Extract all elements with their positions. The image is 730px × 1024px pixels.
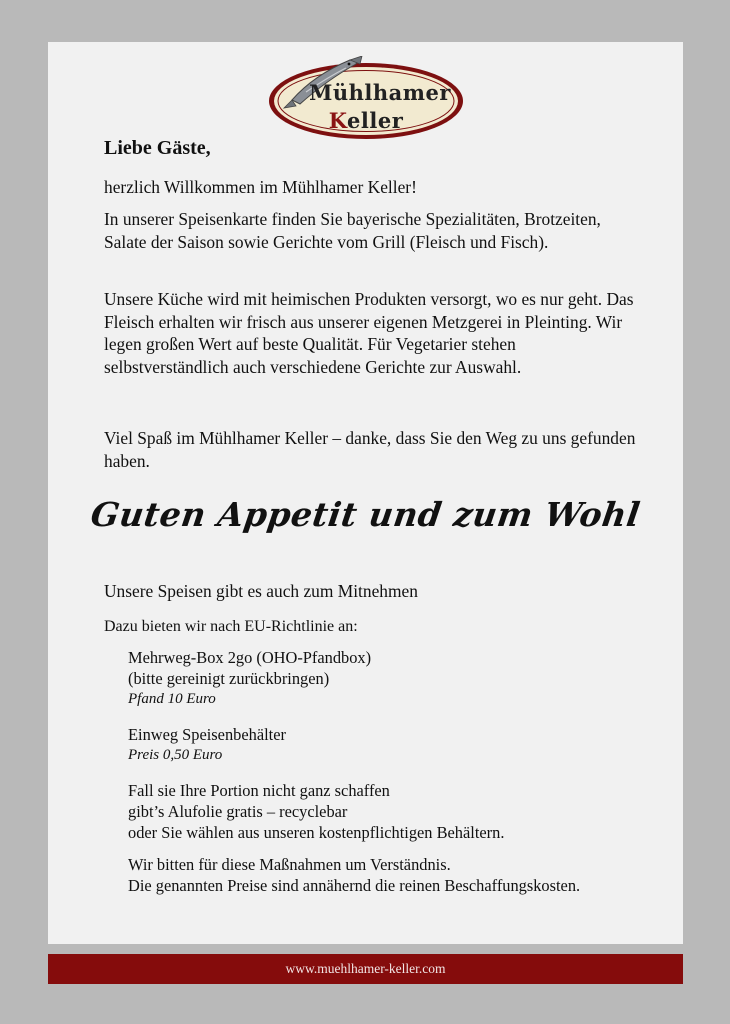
- option-price: Pfand 10 Euro: [128, 691, 216, 707]
- logo-text: [266, 56, 466, 142]
- option-line: oder Sie wählen aus unseren kostenpflichtigen Behältern.: [128, 823, 505, 842]
- option-title: Mehrweg-Box 2go (OHO-Pfandbox): [128, 648, 372, 667]
- footer-bar: [48, 954, 683, 984]
- takeaway-title: Unsere Speisen gibt es auch zum Mitnehmen: [104, 581, 418, 601]
- option-price: Preis 0,50 Euro: [128, 747, 223, 763]
- menu-info-paragraph: In unserer Speisenkarte finden Sie bayerische Spezialitäten, Brotzeiten, Salate der Saison sowie Gerichte vom Grill (Fleisch und Fisch).: [104, 209, 601, 252]
- takeaway-option-disposable: [128, 724, 648, 766]
- note-line: Wir bitten für diese Maßnahmen um Verständnis.: [128, 855, 451, 874]
- greeting-heading: Liebe Gäste,: [104, 137, 211, 159]
- logo-name-line2: eller: [347, 108, 404, 133]
- signature-greeting: Guten Appetit und zum Wohl: [88, 495, 643, 534]
- takeaway-note: [128, 854, 648, 896]
- logo-name-line1: Mühlhamer: [309, 80, 451, 105]
- takeaway-intro: Dazu bieten wir nach EU-Richtlinie an:: [104, 618, 358, 635]
- restaurant-logo: [266, 56, 466, 142]
- option-line: gibt’s Alufolie gratis – recyclebar: [128, 802, 348, 821]
- website-url[interactable]: www.muehlhamer-keller.com: [285, 961, 446, 976]
- closing-paragraph: Viel Spaß im Mühlhamer Keller – danke, dass Sie den Weg zu uns gefunden haben.: [104, 428, 636, 471]
- option-title: Einweg Speisenbehälter: [128, 725, 286, 744]
- takeaway-option-reusable-box: [128, 647, 648, 710]
- kitchen-info-paragraph: Unsere Küche wird mit heimischen Produkten versorgt, wo es nur geht. Das Fleisch erhalten wir frisch aus unserer eigenen Metzgerei in Pleinting. Wir legen großen Wert auf beste Qualität. Für Vegetarier stehen selbstverständlich auch verschiedene Gerichte zur Auswahl.: [104, 289, 634, 377]
- logo-name-initial: K: [328, 108, 348, 133]
- takeaway-option-foil: [128, 780, 648, 843]
- welcome-text: herzlich Willkommen im Mühlhamer Keller!: [104, 177, 417, 197]
- option-note: (bitte gereinigt zurückbringen): [128, 669, 330, 688]
- option-line: Fall sie Ihre Portion nicht ganz schaffen: [128, 781, 390, 800]
- menu-page: [48, 42, 683, 944]
- note-line: Die genannten Preise sind annähernd die reinen Beschaffungskosten.: [128, 876, 581, 895]
